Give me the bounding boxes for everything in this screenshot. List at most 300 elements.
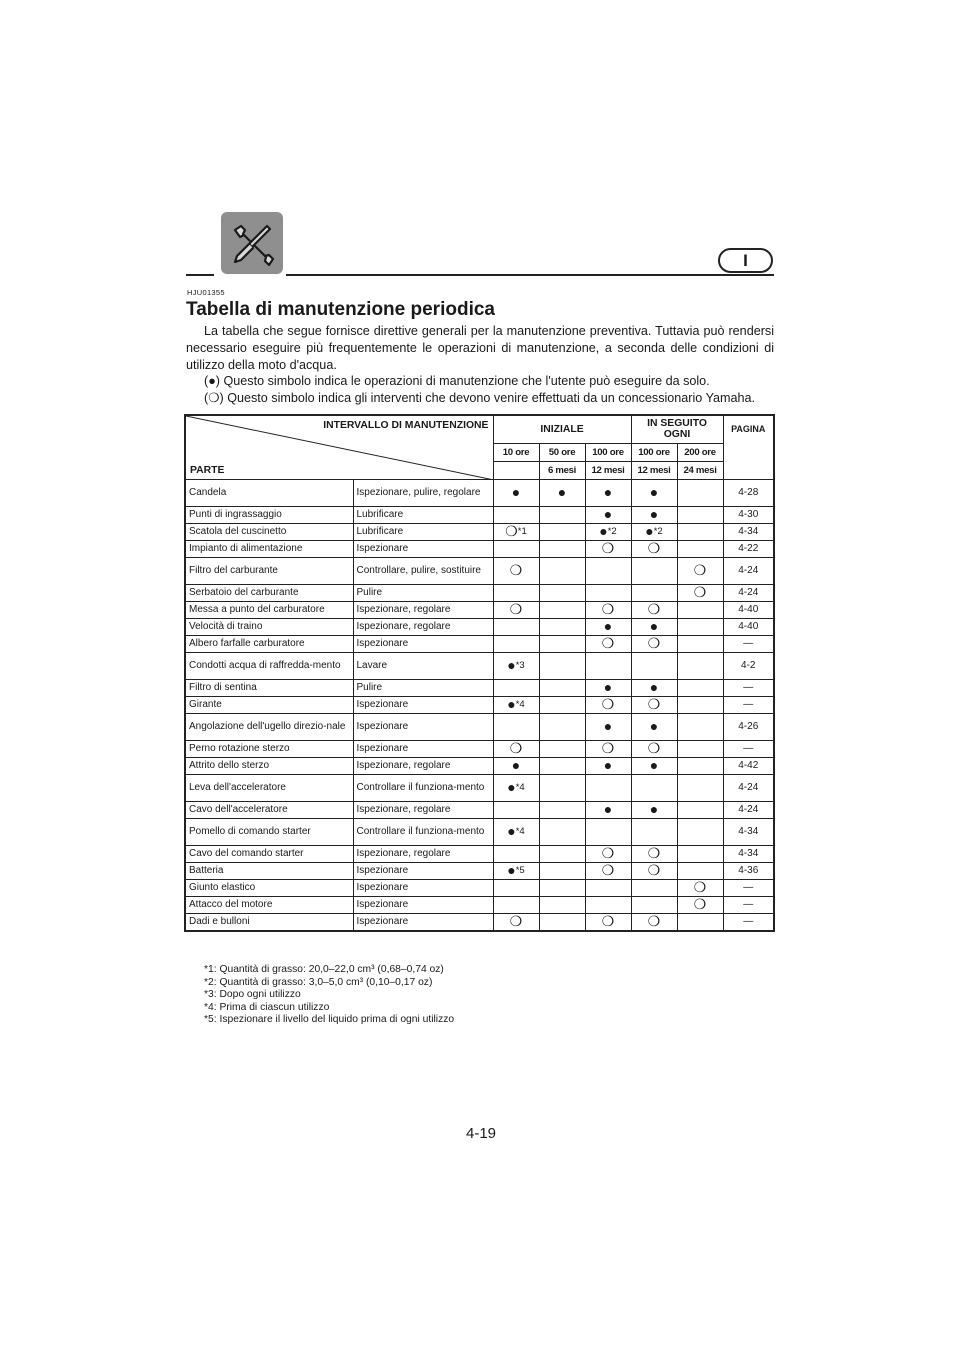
action-cell: Ispezionare, regolare — [353, 801, 493, 818]
page-cell: — — [723, 696, 774, 713]
legend-user-text: Questo simbolo indica le operazioni di manutenzione che l'utente può eseguire da solo. — [223, 374, 710, 388]
interval-cell — [585, 652, 631, 679]
page-cell: 4-24 — [723, 774, 774, 801]
table-row — [185, 540, 774, 557]
interval-cell — [493, 713, 539, 740]
maintenance-symbol: ● — [649, 801, 659, 817]
interval-cell — [585, 540, 631, 557]
table-row — [185, 845, 774, 862]
action-cell: Ispezionare — [353, 896, 493, 913]
interval-cell — [493, 696, 539, 713]
legend-dealer-text: Questo simbolo indica gli interventi che devono venire effettuati da un concessionario Yamaha. — [227, 391, 756, 405]
footnote-ref: *4 — [515, 782, 525, 793]
header-initial: INIZIALE — [493, 415, 631, 443]
part-cell: Cavo del comando starter — [185, 845, 353, 862]
interval-cell — [631, 862, 677, 879]
interval-cell — [585, 818, 631, 845]
footnote: *2: Quantità di grasso: 3,0–5,0 cm³ (0,10–0,17 oz) — [204, 976, 433, 988]
action-cell: Ispezionare, regolare — [353, 845, 493, 862]
interval-cell — [539, 801, 585, 818]
interval-cell — [493, 584, 539, 601]
hours-4: 200 ore — [677, 443, 723, 461]
interval-cell — [677, 618, 723, 635]
interval-cell — [631, 818, 677, 845]
footnote: *5: Ispezionare il livello del liquido prima di ogni utilizzo — [204, 1014, 455, 1026]
footnotes — [204, 964, 454, 1027]
action-cell: Ispezionare, pulire, regolare — [353, 479, 493, 506]
page-cell: — — [723, 635, 774, 652]
maintenance-symbol: ❍ — [601, 696, 615, 712]
maintenance-symbol: ❍ — [601, 740, 615, 756]
interval-cell — [631, 635, 677, 652]
interval-cell — [631, 506, 677, 523]
part-cell: Girante — [185, 696, 353, 713]
months-1: 6 mesi — [539, 461, 585, 479]
footnote: *1: Quantità di grasso: 20,0–22,0 cm³ (0,68–0,74 oz) — [204, 964, 444, 975]
table-row — [185, 757, 774, 774]
header-rule-left — [186, 274, 214, 276]
action-cell: Ispezionare — [353, 713, 493, 740]
maintenance-symbol: ❍ — [601, 862, 615, 878]
footnote-ref: *4 — [515, 826, 525, 837]
part-cell: Perno rotazione sterzo — [185, 740, 353, 757]
hours-0: 10 ore — [493, 443, 539, 461]
interval-cell — [493, 913, 539, 931]
interval-cell — [677, 896, 723, 913]
interval-cell — [585, 801, 631, 818]
interval-cell — [677, 506, 723, 523]
page-cell: 4-26 — [723, 713, 774, 740]
interval-cell — [539, 523, 585, 540]
interval-cell — [677, 913, 723, 931]
maintenance-symbol: ● — [603, 801, 613, 817]
action-cell: Controllare il funziona-mento — [353, 774, 493, 801]
interval-cell — [585, 635, 631, 652]
table-row — [185, 696, 774, 713]
interval-cell — [585, 557, 631, 584]
action-cell: Controllare il funziona-mento — [353, 818, 493, 845]
part-cell: Pomello di comando starter — [185, 818, 353, 845]
maintenance-symbol: ● — [649, 506, 659, 522]
part-cell: Dadi e bulloni — [185, 913, 353, 931]
maintenance-symbol: ❍ — [647, 862, 661, 878]
interval-cell — [677, 679, 723, 696]
page-cell: 4-40 — [723, 601, 774, 618]
maintenance-symbol: ❍ — [509, 913, 523, 929]
maintenance-symbol: ● — [649, 679, 659, 695]
part-cell: Messa a punto del carburatore — [185, 601, 353, 618]
page-cell: 4-2 — [723, 652, 774, 679]
footnote-ref: *5 — [515, 865, 525, 876]
interval-cell — [493, 801, 539, 818]
header-after: IN SEGUITO OGNI — [631, 415, 723, 443]
interval-cell — [585, 913, 631, 931]
legend-dealer — [204, 390, 755, 407]
interval-cell — [585, 845, 631, 862]
interval-cell — [585, 713, 631, 740]
action-cell: Ispezionare, regolare — [353, 618, 493, 635]
interval-cell — [539, 913, 585, 931]
page-cell: — — [723, 879, 774, 896]
interval-cell — [631, 845, 677, 862]
action-cell: Ispezionare — [353, 879, 493, 896]
interval-cell — [539, 757, 585, 774]
action-cell: Pulire — [353, 679, 493, 696]
table-corner-header — [185, 415, 493, 479]
interval-cell — [585, 618, 631, 635]
interval-cell — [677, 818, 723, 845]
interval-cell — [539, 818, 585, 845]
interval-cell — [677, 845, 723, 862]
maintenance-symbol: ● — [507, 823, 516, 839]
interval-cell — [493, 818, 539, 845]
interval-cell — [677, 652, 723, 679]
interval-cell — [539, 618, 585, 635]
interval-cell — [677, 801, 723, 818]
header-page: PAGINA — [723, 415, 774, 479]
maintenance-symbol: ❍ — [647, 635, 661, 651]
footnote: *3: Dopo ogni utilizzo — [204, 989, 301, 1001]
table-row — [185, 618, 774, 635]
table-row — [185, 584, 774, 601]
maintenance-symbol: ● — [649, 757, 659, 773]
maintenance-symbol: ❍ — [647, 696, 661, 712]
interval-cell — [631, 523, 677, 540]
action-cell: Ispezionare — [353, 635, 493, 652]
interval-cell — [539, 713, 585, 740]
maintenance-symbol: ❍ — [693, 584, 707, 600]
maintenance-symbol: ❍ — [647, 740, 661, 756]
table-row — [185, 896, 774, 913]
interval-cell — [631, 696, 677, 713]
interval-cell — [631, 740, 677, 757]
maintenance-symbol: ● — [649, 718, 659, 734]
maintenance-symbol: ● — [557, 484, 567, 500]
interval-cell — [631, 601, 677, 618]
legend-dealer-symbol: (❍) — [204, 391, 224, 405]
legend-user — [204, 373, 710, 390]
interval-cell — [493, 479, 539, 506]
part-cell: Batteria — [185, 862, 353, 879]
interval-cell — [631, 774, 677, 801]
maintenance-symbol: ❍ — [601, 601, 615, 617]
interval-cell — [493, 679, 539, 696]
interval-cell — [631, 584, 677, 601]
maintenance-symbol: ● — [649, 618, 659, 634]
interval-cell — [677, 601, 723, 618]
table-row — [185, 740, 774, 757]
interval-cell — [493, 652, 539, 679]
interval-cell — [539, 896, 585, 913]
page-cell: — — [723, 913, 774, 931]
maintenance-symbol: ❍ — [647, 845, 661, 861]
interval-cell — [677, 479, 723, 506]
table-row — [185, 652, 774, 679]
maintenance-symbol: ● — [649, 484, 659, 500]
action-cell: Ispezionare — [353, 913, 493, 931]
part-cell: Punti di ingrassaggio — [185, 506, 353, 523]
page-cell: 4-30 — [723, 506, 774, 523]
maintenance-symbol: ❍ — [647, 601, 661, 617]
maintenance-symbol: ❍ — [693, 879, 707, 895]
interval-cell — [493, 618, 539, 635]
action-cell: Ispezionare — [353, 696, 493, 713]
action-cell: Ispezionare, regolare — [353, 601, 493, 618]
interval-cell — [539, 557, 585, 584]
interval-cell — [539, 845, 585, 862]
interval-cell — [677, 696, 723, 713]
part-cell: Angolazione dell'ugello direzio-nale — [185, 713, 353, 740]
page-cell: 4-42 — [723, 757, 774, 774]
maintenance-symbol: ❍ — [601, 635, 615, 651]
page-cell: 4-24 — [723, 557, 774, 584]
table-row — [185, 679, 774, 696]
interval-cell — [493, 540, 539, 557]
table-row — [185, 862, 774, 879]
maintenance-symbol: ● — [507, 657, 516, 673]
footnote-ref: *4 — [515, 699, 525, 710]
interval-cell — [493, 635, 539, 652]
interval-cell — [493, 774, 539, 801]
hours-2: 100 ore — [585, 443, 631, 461]
maintenance-symbol: ❍ — [693, 896, 707, 912]
part-cell: Cavo dell'acceleratore — [185, 801, 353, 818]
maintenance-symbol: ● — [511, 484, 521, 500]
page-cell: 4-34 — [723, 845, 774, 862]
legend-user-symbol: (●) — [204, 374, 220, 388]
interval-cell — [631, 896, 677, 913]
doc-code: HJU01355 — [187, 288, 225, 297]
part-cell: Attrito dello sterzo — [185, 757, 353, 774]
maintenance-symbol: ● — [603, 506, 613, 522]
footnote: *4: Prima di ciascun utilizzo — [204, 1001, 330, 1013]
part-cell: Serbatoio del carburante — [185, 584, 353, 601]
maintenance-symbol: ● — [599, 523, 608, 539]
footnote-ref: *2 — [653, 526, 663, 537]
page-number: 4-19 — [466, 1125, 497, 1142]
part-cell: Scatola del cuscinetto — [185, 523, 353, 540]
interval-cell — [631, 913, 677, 931]
maintenance-symbol: ● — [603, 618, 613, 634]
interval-cell — [631, 479, 677, 506]
interval-cell — [631, 557, 677, 584]
page-cell: 4-40 — [723, 618, 774, 635]
page-cell: — — [723, 679, 774, 696]
interval-cell — [539, 540, 585, 557]
interval-cell — [585, 757, 631, 774]
interval-cell — [493, 506, 539, 523]
page-cell: — — [723, 896, 774, 913]
interval-cell — [631, 801, 677, 818]
interval-cell — [585, 523, 631, 540]
table-row — [185, 635, 774, 652]
interval-cell — [585, 506, 631, 523]
interval-cell — [585, 584, 631, 601]
interval-cell — [585, 696, 631, 713]
table-row — [185, 479, 774, 506]
maintenance-symbol: ● — [507, 862, 516, 878]
action-cell: Ispezionare, regolare — [353, 757, 493, 774]
maintenance-symbol: ❍ — [647, 913, 661, 929]
part-cell: Albero farfalle carburatore — [185, 635, 353, 652]
interval-cell — [539, 740, 585, 757]
maintenance-symbol: ● — [511, 757, 521, 773]
interval-cell — [493, 601, 539, 618]
footnote-ref: *1 — [517, 526, 527, 537]
interval-cell — [677, 635, 723, 652]
footnote-ref: *3 — [515, 660, 525, 671]
action-cell: Lubrificare — [353, 506, 493, 523]
page-cell: 4-36 — [723, 862, 774, 879]
interval-cell — [539, 696, 585, 713]
part-cell: Candela — [185, 479, 353, 506]
action-cell: Lavare — [353, 652, 493, 679]
interval-cell — [677, 557, 723, 584]
action-cell: Lubrificare — [353, 523, 493, 540]
interval-cell — [631, 652, 677, 679]
interval-cell — [493, 757, 539, 774]
interval-cell — [585, 879, 631, 896]
intro-paragraph: La tabella che segue fornisce direttive generali per la manutenzione preventiva. Tuttavia può rendersi necessario eseguire più frequentemente le operazioni di manutenzione, a seconda delle condizioni di utilizzo della moto d'acqua. — [186, 324, 774, 372]
page-cell: 4-28 — [723, 479, 774, 506]
table-row — [185, 913, 774, 931]
page-cell: 4-24 — [723, 584, 774, 601]
interval-cell — [677, 757, 723, 774]
interval-cell — [585, 896, 631, 913]
interval-cell — [677, 879, 723, 896]
interval-cell — [493, 557, 539, 584]
table-row — [185, 818, 774, 845]
maintenance-symbol: ❍ — [647, 540, 661, 556]
interval-cell — [677, 740, 723, 757]
interval-cell — [493, 896, 539, 913]
maintenance-symbol: ● — [645, 523, 654, 539]
page-cell: — — [723, 740, 774, 757]
interval-cell — [677, 713, 723, 740]
header-interval: INTERVALLO DI MANUTENZIONE — [323, 420, 489, 431]
maintenance-symbol: ● — [603, 484, 613, 500]
interval-cell — [493, 523, 539, 540]
table-row — [185, 713, 774, 740]
interval-cell — [631, 679, 677, 696]
interval-cell — [539, 652, 585, 679]
maintenance-symbol: ● — [603, 757, 613, 773]
maintenance-symbol: ● — [603, 679, 613, 695]
interval-cell — [677, 540, 723, 557]
language-badge: I — [718, 248, 773, 273]
part-cell: Giunto elastico — [185, 879, 353, 896]
maintenance-symbol: ❍ — [601, 540, 615, 556]
page-title: Tabella di manutenzione periodica — [186, 299, 495, 320]
interval-cell — [585, 679, 631, 696]
interval-cell — [631, 540, 677, 557]
interval-cell — [631, 879, 677, 896]
maintenance-table — [184, 414, 773, 932]
part-cell: Filtro di sentina — [185, 679, 353, 696]
interval-cell — [677, 523, 723, 540]
maintenance-symbol: ● — [603, 718, 613, 734]
action-cell: Ispezionare — [353, 740, 493, 757]
interval-cell — [631, 757, 677, 774]
part-cell: Filtro del carburante — [185, 557, 353, 584]
table-row — [185, 801, 774, 818]
interval-cell — [677, 862, 723, 879]
table-row — [185, 774, 774, 801]
interval-cell — [585, 479, 631, 506]
maintenance-symbol: ❍ — [505, 523, 518, 539]
interval-cell — [539, 635, 585, 652]
interval-cell — [677, 774, 723, 801]
interval-cell — [493, 879, 539, 896]
months-2: 12 mesi — [585, 461, 631, 479]
maintenance-symbol: ● — [507, 696, 516, 712]
interval-cell — [631, 618, 677, 635]
interval-cell — [493, 845, 539, 862]
action-cell: Controllare, pulire, sostituire — [353, 557, 493, 584]
maintenance-symbol: ❍ — [601, 845, 615, 861]
interval-cell — [539, 879, 585, 896]
maintenance-symbol: ❍ — [693, 562, 707, 578]
page-cell: 4-24 — [723, 801, 774, 818]
interval-cell — [585, 601, 631, 618]
action-cell: Ispezionare — [353, 540, 493, 557]
part-cell: Attacco del motore — [185, 896, 353, 913]
page-cell: 4-22 — [723, 540, 774, 557]
part-cell: Condotti acqua di raffredda-mento — [185, 652, 353, 679]
page-cell: 4-34 — [723, 818, 774, 845]
interval-cell — [539, 774, 585, 801]
interval-cell — [493, 740, 539, 757]
interval-cell — [677, 584, 723, 601]
interval-cell — [539, 679, 585, 696]
header-rule — [286, 274, 774, 276]
maintenance-symbol: ● — [507, 779, 516, 795]
interval-cell — [539, 584, 585, 601]
maintenance-symbol: ❍ — [509, 562, 523, 578]
maintenance-symbol: ❍ — [509, 601, 523, 617]
interval-cell — [539, 601, 585, 618]
hours-3: 100 ore — [631, 443, 677, 461]
action-cell: Pulire — [353, 584, 493, 601]
wrench-screwdriver-icon — [221, 212, 283, 274]
maintenance-symbol: ❍ — [601, 913, 615, 929]
months-3: 12 mesi — [631, 461, 677, 479]
maintenance-symbol: ❍ — [509, 740, 523, 756]
page-cell: 4-34 — [723, 523, 774, 540]
interval-cell — [631, 713, 677, 740]
interval-cell — [585, 774, 631, 801]
table-body — [185, 479, 774, 931]
part-cell: Leva dell'acceleratore — [185, 774, 353, 801]
part-cell: Impianto di alimentazione — [185, 540, 353, 557]
hours-1: 50 ore — [539, 443, 585, 461]
table-row — [185, 601, 774, 618]
table-row — [185, 557, 774, 584]
interval-cell — [585, 740, 631, 757]
action-cell: Ispezionare — [353, 862, 493, 879]
table-row — [185, 506, 774, 523]
interval-cell — [539, 479, 585, 506]
header-part: PARTE — [190, 464, 225, 476]
part-cell: Velocità di traino — [185, 618, 353, 635]
interval-cell — [539, 862, 585, 879]
table-row — [185, 523, 774, 540]
footnote-ref: *2 — [607, 526, 617, 537]
interval-cell — [585, 862, 631, 879]
interval-cell — [493, 862, 539, 879]
months-4: 24 mesi — [677, 461, 723, 479]
table-row — [185, 879, 774, 896]
